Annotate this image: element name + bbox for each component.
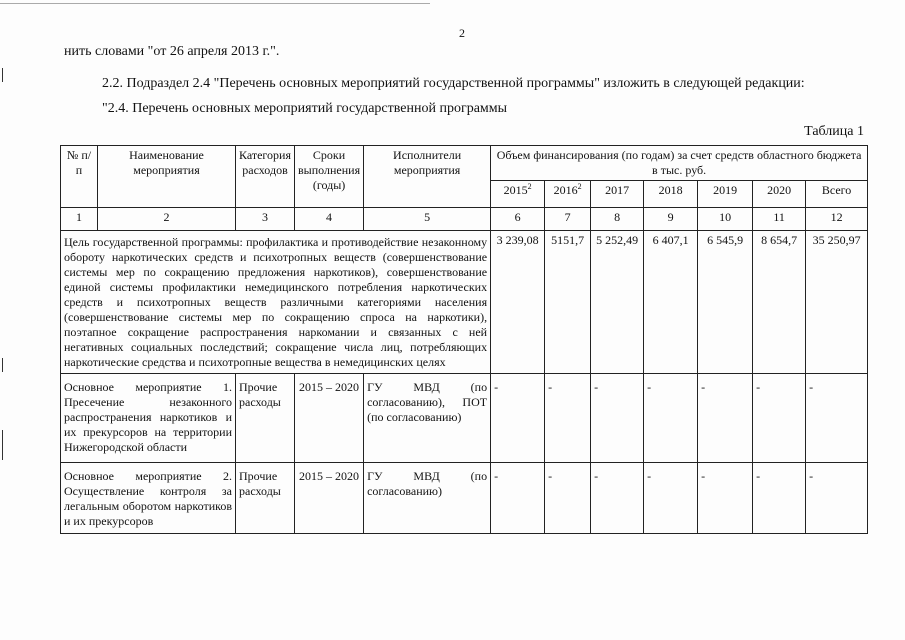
activity-terms: 2015 – 2020 xyxy=(295,374,364,463)
column-number: 2 xyxy=(98,208,236,231)
scan-margin-mark xyxy=(2,358,3,372)
activity-terms: 2015 – 2020 xyxy=(295,463,364,534)
activity-value: - xyxy=(698,463,753,534)
header-num: № п/п xyxy=(61,146,98,208)
paragraph-line: нить словами "от 26 апреля 2013 г.". xyxy=(64,44,280,59)
table-caption: Таблица 1 xyxy=(804,124,864,139)
activity-value: - xyxy=(491,374,545,463)
footnote-mark: 2 xyxy=(527,182,532,191)
year-header: 2016$^2$ xyxy=(545,181,591,208)
column-number: 12 xyxy=(806,208,868,231)
goal-value: 35 250,97 xyxy=(806,231,868,374)
activity-value: - xyxy=(698,374,753,463)
column-number: 9 xyxy=(644,208,698,231)
column-number: 8 xyxy=(591,208,644,231)
column-number: 6 xyxy=(491,208,545,231)
activity-category: Прочие расходы xyxy=(236,374,295,463)
scan-margin-mark xyxy=(2,430,3,460)
footnote-mark: 2 xyxy=(577,182,582,191)
scan-top-rule xyxy=(0,3,430,4)
section-heading: "2.4. Перечень основных мероприятий государственной программы xyxy=(102,101,508,116)
column-number: 4 xyxy=(295,208,364,231)
activity-value: - xyxy=(491,463,545,534)
column-number: 5 xyxy=(364,208,491,231)
header-financing: Объем финансирования (по годам) за счет средств областного бюджета в тыс. руб. xyxy=(491,146,868,181)
activity-value: - xyxy=(753,463,806,534)
column-number: 11 xyxy=(753,208,806,231)
column-number: 1 xyxy=(61,208,98,231)
activity-value: - xyxy=(644,374,698,463)
activity-row xyxy=(61,374,868,463)
header-category: Категория расходов xyxy=(236,146,295,208)
goal-value: 8 654,7 xyxy=(753,231,806,374)
goal-row xyxy=(61,231,868,374)
goal-value: 6 545,9 xyxy=(698,231,753,374)
activity-value: - xyxy=(753,374,806,463)
activity-value: - xyxy=(806,463,868,534)
column-number: 7 xyxy=(545,208,591,231)
year-header: 2018 xyxy=(644,181,698,208)
activity-name: Основное мероприятие 2. Осуществление контроля за легальным оборотом наркотиков и их прекурсоров xyxy=(61,463,236,534)
activity-value: - xyxy=(644,463,698,534)
year-header: 2017 xyxy=(591,181,644,208)
header-terms: Сроки выполнения (годы) xyxy=(295,146,364,208)
activity-value: - xyxy=(806,374,868,463)
scan-margin-mark xyxy=(2,68,3,82)
goal-value: 5151,7 xyxy=(545,231,591,374)
column-number: 10 xyxy=(698,208,753,231)
activity-executors: ГУ МВД (по согласованию), ПОТ (по согласованию) xyxy=(364,374,491,463)
goal-text: Цель государственной программы: профилактика и противодействие незаконному обороту наркотических средств и психотропных веществ (совершенствование системы мер по сокращению предложения наркотиков), совершенствование единой системы профилактики немедицинского потребления наркотических средств и психотропных веществ различными категориями населения (совершенствование системы мер по сокращению спроса на наркотики), поэтапное сокращение распространения наркомании и связанных с ней негативных социальных последствий; сокращение числа лиц, потребляющих наркотические средства и психотропные вещества в немедицинских целях xyxy=(61,231,491,374)
header-name: Наименование мероприятия xyxy=(98,146,236,208)
column-numbers-row xyxy=(61,208,868,231)
activity-value: - xyxy=(545,374,591,463)
activities-table xyxy=(60,145,868,534)
year-header: 2020 xyxy=(753,181,806,208)
goal-value: 3 239,08 xyxy=(491,231,545,374)
column-number: 3 xyxy=(236,208,295,231)
year-header: 2015$^2$ xyxy=(491,181,545,208)
goal-value: 5 252,49 xyxy=(591,231,644,374)
activity-category: Прочие расходы xyxy=(236,463,295,534)
header-executors: Исполнители мероприятия xyxy=(364,146,491,208)
year-header: Всего xyxy=(806,181,868,208)
page-number: 2 xyxy=(459,26,465,40)
year-header: 2019 xyxy=(698,181,753,208)
activity-value: - xyxy=(591,374,644,463)
activity-row xyxy=(61,463,868,534)
goal-value: 6 407,1 xyxy=(644,231,698,374)
activity-name: Основное мероприятие 1. Пресечение незаконного распространения наркотиков и их прекурсоров на территории Нижегородской области xyxy=(61,374,236,463)
paragraph-line: 2.2. Подраздел 2.4 "Перечень основных мероприятий государственной программы" изложить в следующей редакции: xyxy=(102,76,805,91)
activity-value: - xyxy=(591,463,644,534)
activity-executors: ГУ МВД (по согласованию) xyxy=(364,463,491,534)
header-row xyxy=(61,146,868,181)
activity-value: - xyxy=(545,463,591,534)
